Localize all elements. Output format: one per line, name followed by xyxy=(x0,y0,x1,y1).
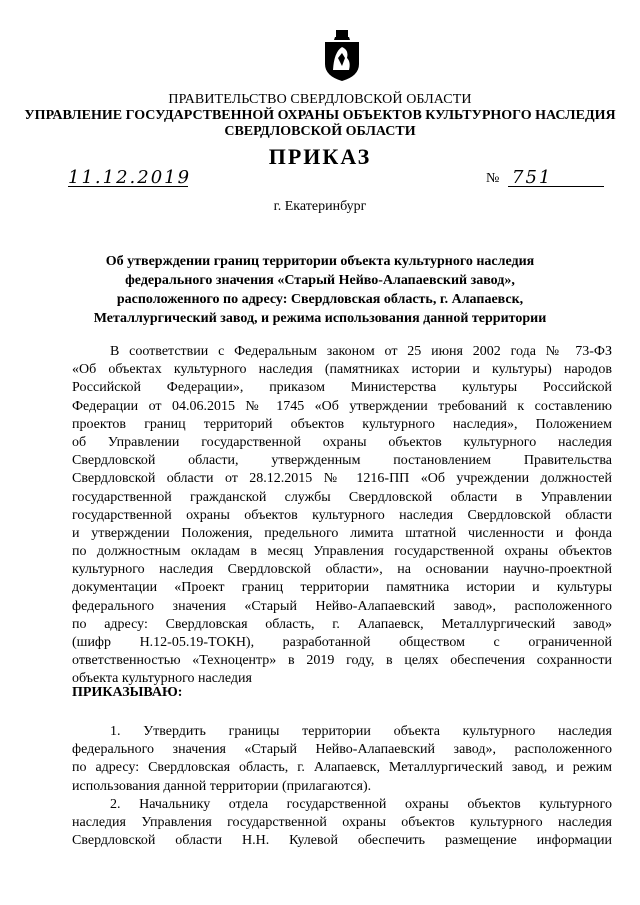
item-line: Свердловской области Н.Н. Кулевой обеспечить размещение информации xyxy=(72,833,612,849)
handwritten-date: 11.12.2019 xyxy=(68,167,192,188)
text-line: объекта культурного наследия xyxy=(72,671,252,687)
item-line: использования данной территории (прилагаются). xyxy=(72,778,372,794)
subject-line: расположенного по адресу: Свердловская область, г. Алапаевск, xyxy=(116,292,524,307)
text-line: федерального значения «Старый Нейво-Алапаевский завод», расположенного xyxy=(72,598,612,614)
department-line: СВЕРДЛОВСКОЙ ОБЛАСТИ xyxy=(224,124,416,139)
government-name: ПРАВИТЕЛЬСТВО СВЕРДЛОВСКОЙ ОБЛАСТИ xyxy=(168,92,472,107)
department-line: УПРАВЛЕНИЕ ГОСУДАРСТВЕННОЙ ОХРАНЫ ОБЪЕКТОВ КУЛЬТУРНОГО НАСЛЕДИЯ xyxy=(24,108,616,123)
item-line: наследия Управления государственной охраны объектов культурного наследия xyxy=(72,814,612,830)
order-date xyxy=(68,167,192,189)
text-line: культурного наследия Свердловской области», на основании научно-проектной xyxy=(72,562,612,578)
text-line: (шифр Н.12-05.19-ТОКН), разработанной обществом с ограниченной xyxy=(72,635,612,650)
text-line: Свердловской области от 28.12.2015 № 1216-ПП «Об учреждении должностей xyxy=(72,471,612,487)
text-line: «Об объектах культурного наследия (памятниках истории и культуры) народов xyxy=(72,362,612,378)
text-line: по должностным окладам в месяц Управления государственной охраны объектов xyxy=(72,544,612,560)
text-line: государственной охраны объектов культурного наследия Свердловской области xyxy=(72,507,612,523)
text-line: ответственностью «Техноцентр» в 2019 году, в целях обеспечения сохранности xyxy=(72,653,612,669)
order-word: ПРИКАЗЫВАЮ: xyxy=(72,685,183,700)
date-underline xyxy=(68,186,188,187)
number-sign: № xyxy=(486,171,500,186)
text-line: государственной гражданской службы Свердловской области в Управлении xyxy=(72,489,612,505)
department-name xyxy=(0,108,640,140)
text-line: В соответствии с Федеральным законом от 25 июня 2002 года № 73-ФЗ xyxy=(110,344,612,359)
handwritten-number: 751 xyxy=(512,167,553,188)
item-line: федерального значения «Старый Нейво-Алапаевский завод», расположенного xyxy=(72,742,612,758)
item-line: 2. Начальнику отдела государственной охраны объектов культурного xyxy=(110,796,612,812)
item-line: 1. Утвердить границы территории объекта культурного наследия xyxy=(110,724,612,739)
city: г. Екатеринбург xyxy=(273,199,367,214)
order-number xyxy=(486,167,604,189)
document-type: ПРИКАЗ xyxy=(268,144,372,169)
number-underline xyxy=(508,186,604,187)
text-line: Свердловской области, утвержденным постановлением Правительства xyxy=(72,453,612,469)
coat-of-arms-emblem xyxy=(322,30,362,82)
text-line: об Управлении государственной охраны объектов культурного наследия xyxy=(72,434,612,450)
subject-line: Об утверждении границ территории объекта культурного наследия xyxy=(105,254,535,269)
text-line: Федерации от 04.06.2015 № 1745 «Об утверждении требований к составлению xyxy=(72,398,612,414)
subject-line: федерального значения «Старый Нейво-Алапаевский завод», xyxy=(125,273,515,288)
preamble-paragraph xyxy=(72,343,612,689)
item-line: по адресу: Свердловская область, г. Алапаевск, Металлургический завод, и режим xyxy=(72,760,612,776)
text-line: документации «Проект границ территории памятника истории и культуры xyxy=(72,580,612,596)
subject-line: Металлургический завод, и режима использования данной территории xyxy=(93,311,547,326)
text-line: и утверждении Положения, предельного лимита штатной численности и фонда xyxy=(72,525,612,541)
text-line: Российской Федерации», приказом Министерства культуры Российской xyxy=(72,380,612,396)
text-line: проектов границ территорий объектов культурного наследия», Положением xyxy=(72,416,612,432)
text-line: по адресу: Свердловская область, г. Алапаевск, Металлургический завод» xyxy=(72,616,612,632)
order-items xyxy=(72,723,612,850)
order-subject xyxy=(0,252,640,328)
